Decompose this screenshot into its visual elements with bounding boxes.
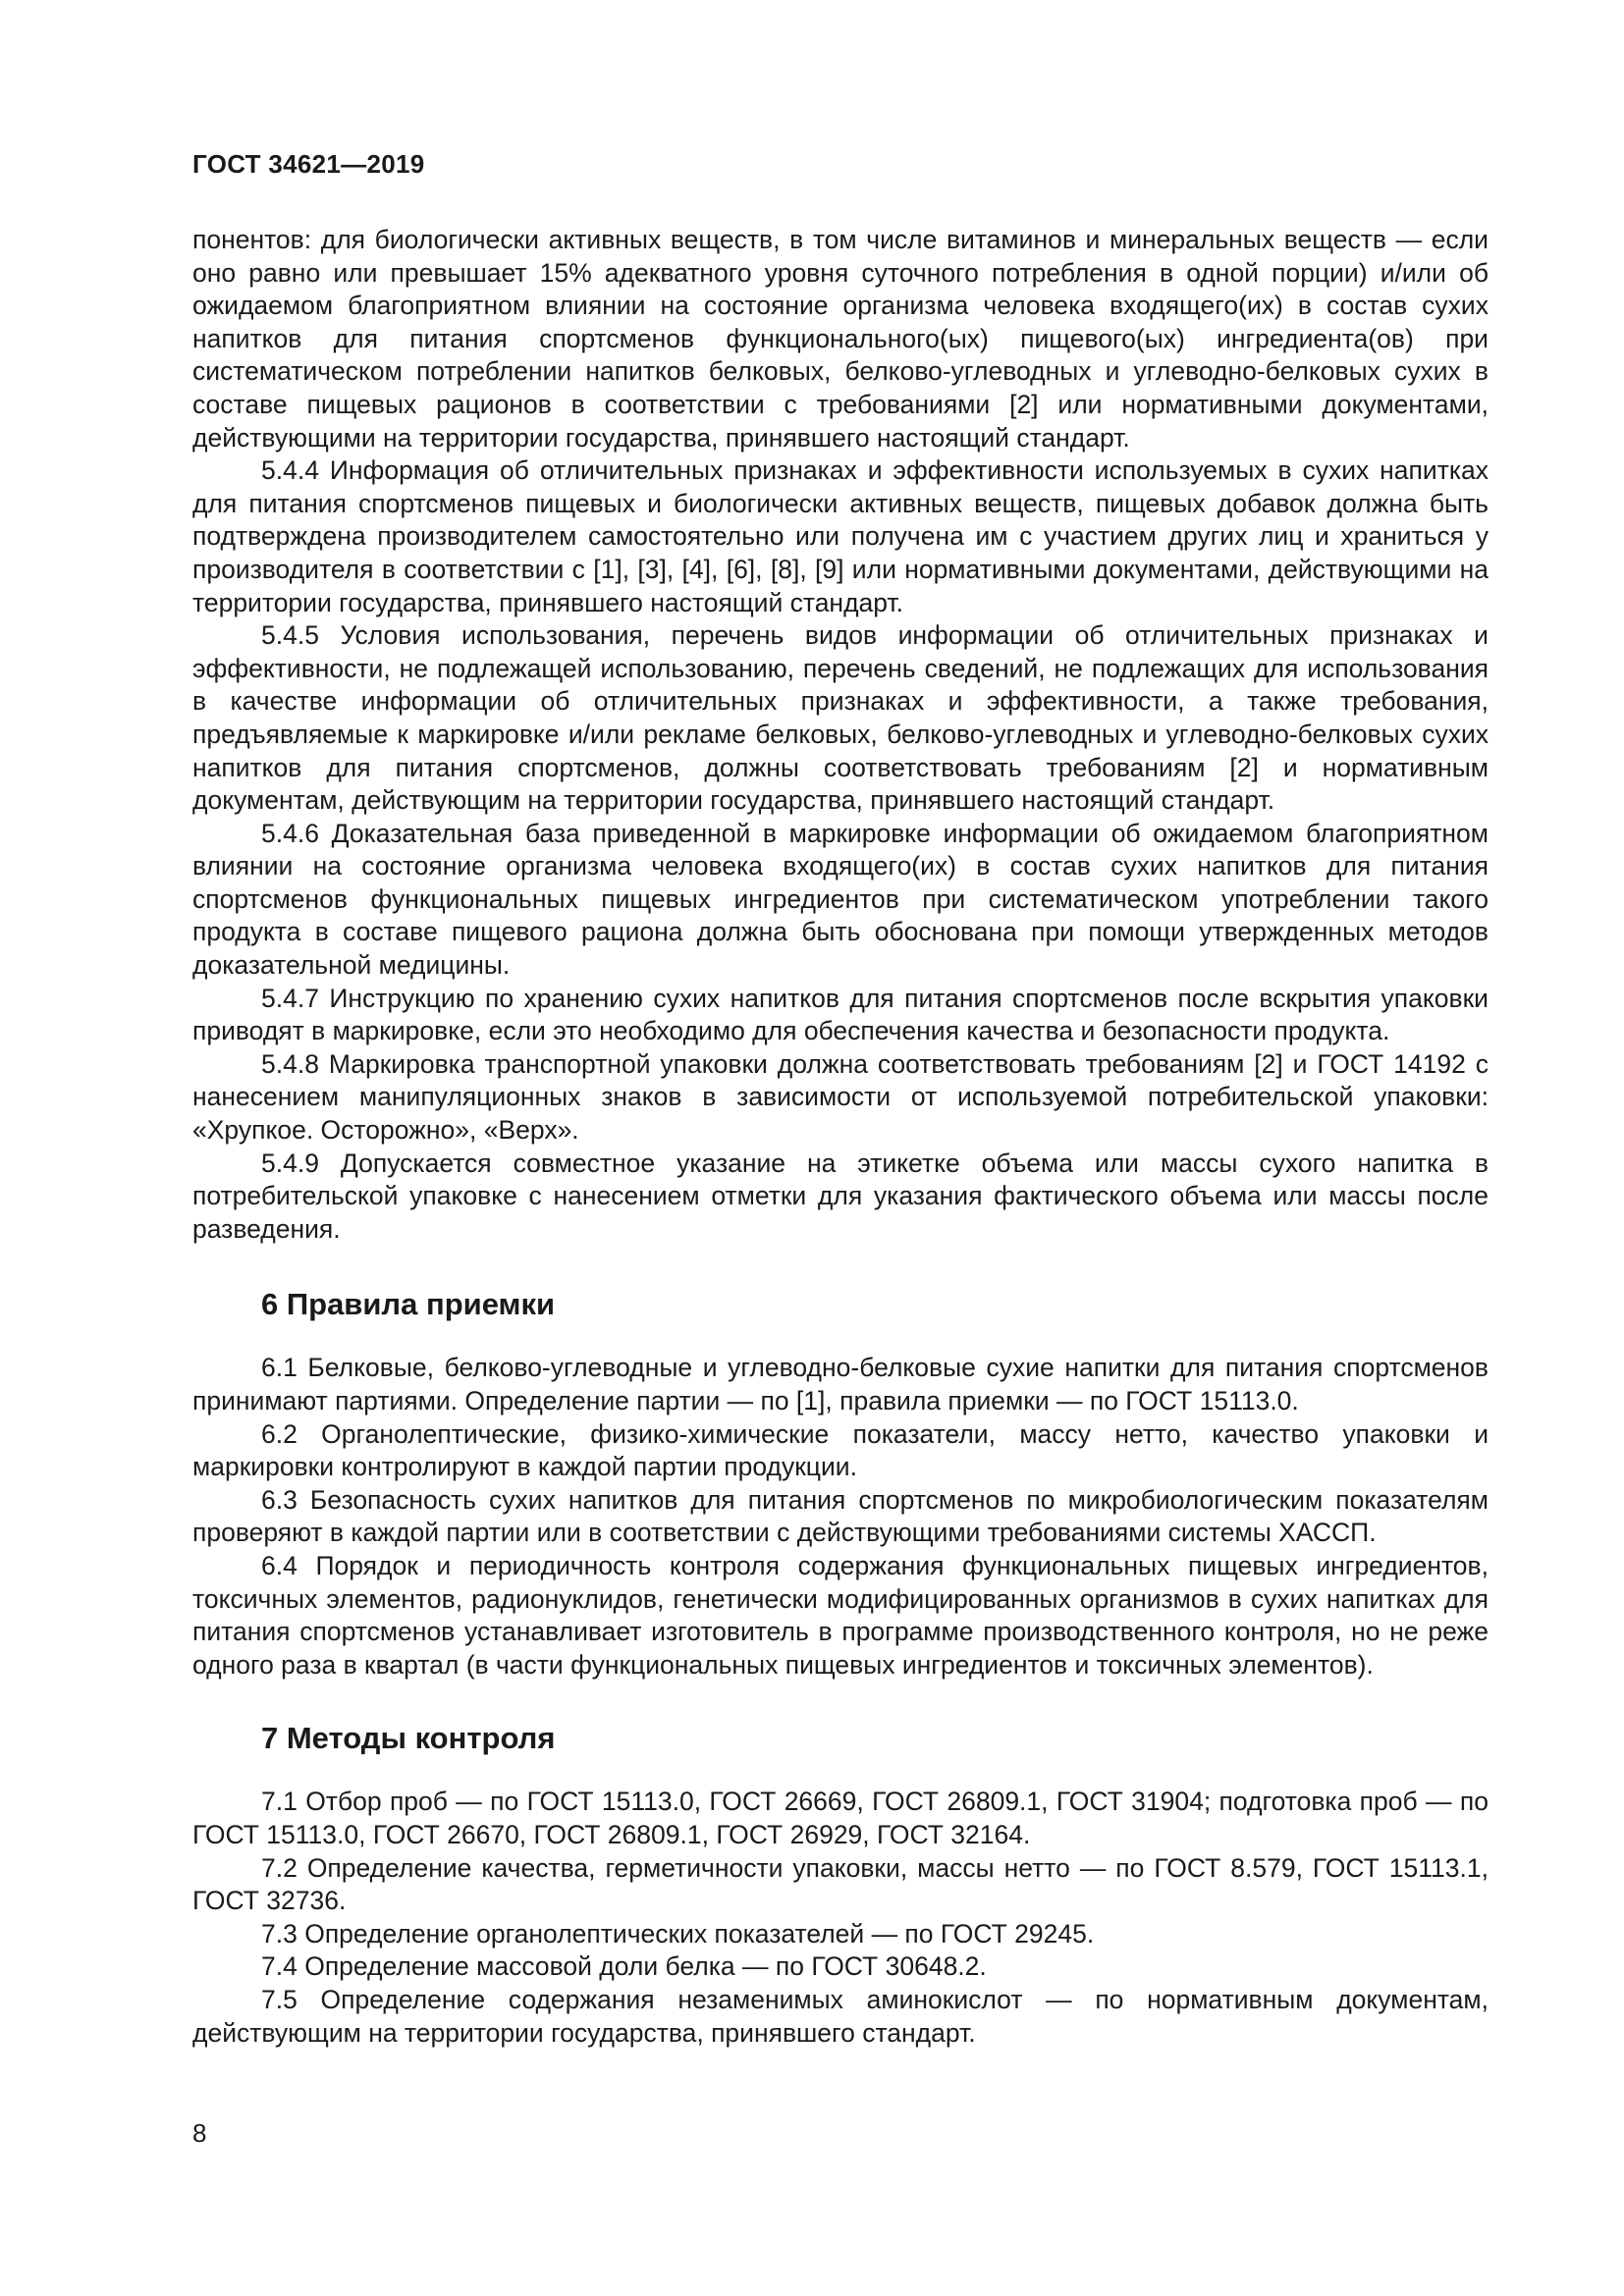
paragraph-6-1: 6.1 Белковые, белково-углеводные и углеводно-белковые сухие напитки для питания спортсменов принимают партиями. Определение партии — по [1], правила приемки — по ГОСТ 15113.0. — [192, 1353, 1489, 1415]
paragraph-7-4: 7.4 Определение массовой доли белка — по ГОСТ 30648.2. — [261, 1951, 987, 1982]
paragraph-5-4-8: 5.4.8 Маркировка транспортной упаковки должна соответствовать требованиям [2] и ГОСТ 14192 с нанесением манипуляционных знаков в зависимости от используемой потребительской упаковки: «Хрупкое. Осторожно», «Верх». — [192, 1048, 1489, 1146]
paragraph-5-4-7: 5.4.7 Инструкцию по хранению сухих напитков для питания спортсменов после вскрытия упаковки приводят в маркировке, если это необходимо для обеспечения качества и безопасности продукта. — [192, 983, 1489, 1046]
paragraph-7-3: 7.3 Определение органолептических показателей — по ГОСТ 29245. — [261, 1918, 1095, 1949]
section-7-heading: 7 Методы контроля — [261, 1721, 556, 1756]
paragraph-5-4-4: 5.4.4 Информация об отличительных признаках и эффективности используемых в сухих напитках для питания спортсменов пищевых и биологически активных веществ, пищевых добавок должна быть подтверждена производителем самостоятельно или получена им с участием других лиц и храниться у производителя в соответствии с [1], [3], [4], [6], [8], [9] или нормативными документами, действующими на территории государства, принявшего настоящий стандарт. — [192, 455, 1489, 617]
paragraph-5-4-6: 5.4.6 Доказательная база приведенной в маркировке информации об ожидаемом благоприятном влиянии на состояние организма человека входящего(их) в состав сухих напитков для питания спортсменов функциональных пищевых ингредиентов при систематическом употреблении такого продукта в составе пищевого рациона должна быть обоснована при помощи утвержденных методов доказательной медицины. — [192, 818, 1489, 981]
paragraph-6-4: 6.4 Порядок и периодичность контроля содержания функциональных пищевых ингредиентов, токсичных элементов, радионуклидов, генетически модифицированных организмов в сухих напитках для питания спортсменов устанавливает изготовитель в программе производственного контроля, но не реже одного раза в квартал (в части функциональных пищевых ингредиентов и токсичных элементов). — [192, 1550, 1489, 1680]
page-number: 8 — [192, 2118, 207, 2148]
paragraph-7-5: 7.5 Определение содержания незаменимых аминокислот — по нормативным документам, действующим на территории государства, принявшего стандарт. — [192, 1984, 1489, 2048]
paragraph-6-3: 6.3 Безопасность сухих напитков для питания спортсменов по микробиологическим показателям проверяют в каждой партии или в соответствии с действующими требованиями системы ХАССП. — [192, 1484, 1489, 1548]
paragraph-5-4-3-continuation: понентов: для биологически активных веществ, в том числе витаминов и минеральных веществ — если оно равно или превышает 15% адекватного уровня суточного потребления в одной порции) и/или об ожидаемом благоприятном влиянии на состояние организма человека входящего(их) в состав сухих напитков для питания спортсменов функционального(ых) пищевого(ых) ингредиента(ов) при систематическом потреблении напитков белковых, белково-углеводных и углеводно-белковых сухих в составе пищевых рационов в соответствии с требованиями [2] или нормативными документами, действующими на территории государства, принявшего настоящий стандарт. — [192, 225, 1489, 453]
paragraph-7-1: 7.1 Отбор проб — по ГОСТ 15113.0, ГОСТ 26669, ГОСТ 26809.1, ГОСТ 31904; подготовка проб — по ГОСТ 15113.0, ГОСТ 26670, ГОСТ 26809.1, ГОСТ 26929, ГОСТ 32164. — [192, 1787, 1489, 1849]
paragraph-5-4-9: 5.4.9 Допускается совместное указание на этикетке объема или массы сухого напитка в потребительской упаковке с нанесением отметки для указания фактического объема или массы после разведения. — [192, 1148, 1489, 1244]
document-code-header: ГОСТ 34621—2019 — [192, 149, 425, 179]
section-6-heading: 6 Правила приемки — [261, 1287, 556, 1322]
paragraph-7-2: 7.2 Определение качества, герметичности упаковки, массы нетто — по ГОСТ 8.579, ГОСТ 15113.1, ГОСТ 32736. — [192, 1852, 1489, 1916]
paragraph-5-4-5: 5.4.5 Условия использования, перечень видов информации об отличительных признаках и эффективности, не подлежащей использованию, перечень сведений, не подлежащих для использования в качестве информации об отличительных признаках и эффективности, а также требования, предъявляемые к маркировке и/или рекламе белковых, белково-углеводных и углеводно-белковых сухих напитков для питания спортсменов, должны соответствовать требованиям [2] и нормативным документам, действующим на территории государства, принявшего настоящий стандарт. — [192, 620, 1489, 816]
paragraph-6-2: 6.2 Органолептические, физико-химические показатели, массу нетто, качество упаковки и маркировки контролируют в каждой партии продукции. — [192, 1418, 1489, 1482]
document-body — [192, 224, 1489, 2050]
